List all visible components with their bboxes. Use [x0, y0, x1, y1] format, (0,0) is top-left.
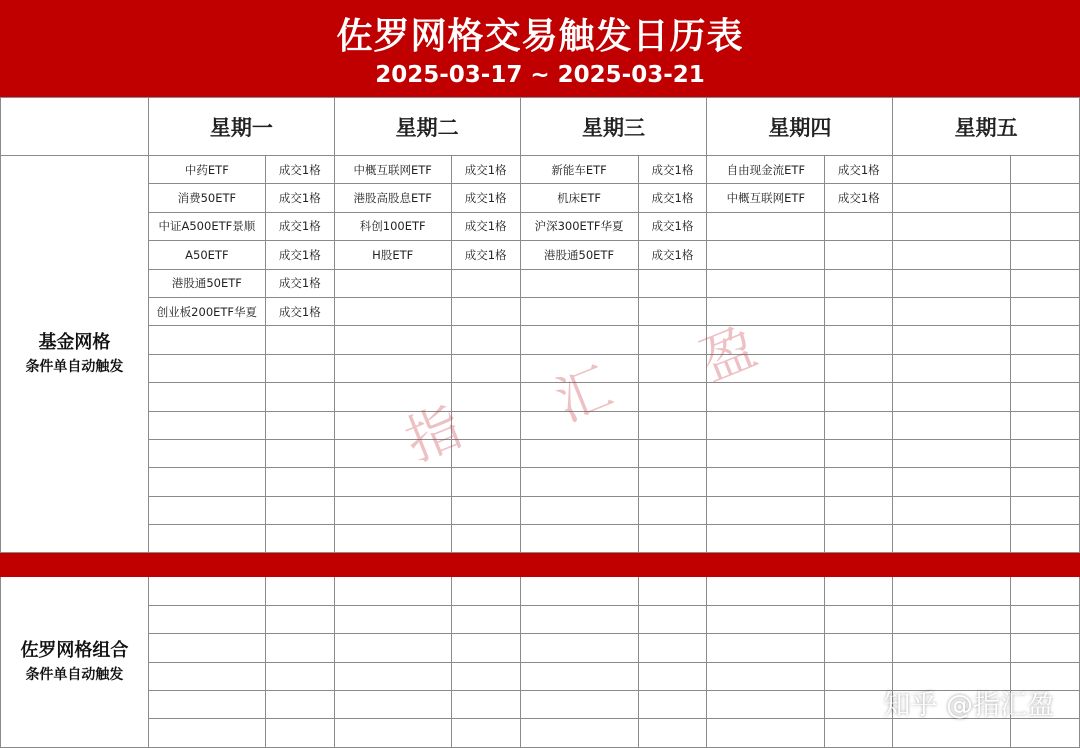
status-cell	[265, 411, 334, 439]
page-title: 佐罗网格交易触发日历表	[336, 16, 744, 57]
fund-cell	[707, 269, 825, 297]
calendar-table	[0, 97, 1080, 748]
status-cell	[1011, 184, 1080, 212]
table-row	[1, 525, 1080, 553]
table-row	[1, 212, 1080, 240]
status-cell	[451, 354, 520, 382]
status-cell	[451, 411, 520, 439]
status-cell	[825, 326, 893, 354]
status-cell: 成交1格	[265, 241, 334, 269]
fund-cell	[893, 468, 1011, 496]
fund-cell	[520, 468, 638, 496]
fund-cell	[148, 577, 265, 605]
status-cell	[451, 719, 520, 747]
fund-cell	[520, 719, 638, 747]
status-cell	[638, 719, 707, 747]
status-cell: 成交1格	[638, 241, 707, 269]
status-cell	[451, 496, 520, 524]
fund-cell	[520, 383, 638, 411]
fund-cell	[707, 719, 825, 747]
watermark-char: 盈	[691, 314, 766, 394]
fund-cell	[148, 383, 265, 411]
fund-cell: 中药ETF	[148, 156, 265, 184]
fund-cell: 机床ETF	[520, 184, 638, 212]
table-row	[1, 468, 1080, 496]
status-cell	[1011, 439, 1080, 467]
status-cell: 成交1格	[265, 156, 334, 184]
fund-cell	[707, 383, 825, 411]
status-cell	[451, 691, 520, 719]
status-cell	[451, 383, 520, 411]
status-cell	[265, 496, 334, 524]
fund-cell	[893, 184, 1011, 212]
status-cell	[638, 691, 707, 719]
status-cell	[1011, 326, 1080, 354]
status-cell	[1011, 241, 1080, 269]
status-cell	[825, 605, 893, 633]
fund-cell: H股ETF	[334, 241, 451, 269]
status-cell	[638, 354, 707, 382]
fund-cell	[707, 241, 825, 269]
status-cell	[825, 577, 893, 605]
fund-cell	[334, 411, 451, 439]
status-cell: 成交1格	[638, 212, 707, 240]
status-cell	[265, 354, 334, 382]
section-name: 佐罗网格组合	[20, 640, 129, 662]
fund-cell	[707, 634, 825, 662]
table-row	[1, 269, 1080, 297]
section-subtitle: 条件单自动触发	[25, 667, 124, 684]
status-cell	[265, 605, 334, 633]
status-cell	[1011, 297, 1080, 325]
status-cell	[825, 269, 893, 297]
fund-cell	[334, 605, 451, 633]
fund-cell	[334, 662, 451, 690]
fund-cell	[893, 496, 1011, 524]
status-cell	[638, 297, 707, 325]
status-cell	[265, 525, 334, 553]
fund-cell	[334, 691, 451, 719]
status-cell	[1011, 525, 1080, 553]
status-cell	[825, 411, 893, 439]
fund-cell	[520, 439, 638, 467]
status-cell	[638, 326, 707, 354]
status-cell	[265, 439, 334, 467]
fund-cell	[148, 496, 265, 524]
status-cell	[451, 297, 520, 325]
fund-cell	[707, 525, 825, 553]
fund-cell	[520, 662, 638, 690]
table-row	[1, 439, 1080, 467]
watermark-char: 汇	[546, 354, 621, 434]
fund-cell	[893, 605, 1011, 633]
fund-cell	[520, 577, 638, 605]
section-name: 基金网格	[38, 332, 111, 354]
table-row	[1, 184, 1080, 212]
day-header: 星期四	[707, 98, 893, 156]
table-row	[1, 297, 1080, 325]
table-row	[1, 411, 1080, 439]
status-cell	[265, 634, 334, 662]
table-row	[1, 496, 1080, 524]
date-range: 2025-03-17 ~ 2025-03-21	[375, 62, 705, 88]
status-cell: 成交1格	[265, 212, 334, 240]
status-cell	[265, 691, 334, 719]
status-cell	[451, 269, 520, 297]
status-cell	[825, 241, 893, 269]
status-cell	[1011, 577, 1080, 605]
section-separator	[1, 553, 1080, 577]
status-cell	[451, 605, 520, 633]
fund-cell	[334, 468, 451, 496]
fund-cell	[707, 662, 825, 690]
fund-cell	[148, 468, 265, 496]
status-cell	[265, 468, 334, 496]
status-cell	[825, 383, 893, 411]
fund-cell	[520, 411, 638, 439]
status-cell	[638, 605, 707, 633]
fund-cell: A50ETF	[148, 241, 265, 269]
fund-cell	[520, 269, 638, 297]
fund-cell	[520, 354, 638, 382]
status-cell: 成交1格	[451, 241, 520, 269]
fund-cell	[707, 605, 825, 633]
fund-cell: 自由现金流ETF	[707, 156, 825, 184]
status-cell	[638, 577, 707, 605]
table-row	[1, 605, 1080, 633]
status-cell: 成交1格	[825, 184, 893, 212]
separator-band	[1, 553, 1080, 577]
status-cell: 成交1格	[265, 184, 334, 212]
fund-cell: 创业板200ETF华夏	[148, 297, 265, 325]
fund-cell	[520, 326, 638, 354]
status-cell: 成交1格	[265, 297, 334, 325]
table-row	[1, 577, 1080, 605]
fund-cell	[707, 354, 825, 382]
status-cell	[1011, 156, 1080, 184]
section-label	[1, 156, 149, 553]
section-label	[1, 577, 149, 747]
fund-cell	[334, 383, 451, 411]
status-cell	[265, 719, 334, 747]
fund-cell	[893, 577, 1011, 605]
status-cell: 成交1格	[265, 269, 334, 297]
fund-cell	[707, 212, 825, 240]
fund-cell	[148, 439, 265, 467]
status-cell	[825, 719, 893, 747]
fund-cell: 港股高股息ETF	[334, 184, 451, 212]
status-cell	[638, 383, 707, 411]
fund-cell	[520, 691, 638, 719]
header-banner	[0, 0, 1080, 97]
table-row	[1, 634, 1080, 662]
fund-cell	[893, 156, 1011, 184]
status-cell: 成交1格	[638, 156, 707, 184]
fund-cell	[334, 439, 451, 467]
fund-cell	[334, 577, 451, 605]
fund-cell	[707, 411, 825, 439]
status-cell	[451, 468, 520, 496]
status-cell	[265, 326, 334, 354]
fund-cell	[334, 634, 451, 662]
fund-cell	[334, 719, 451, 747]
fund-cell: 沪深300ETF华夏	[520, 212, 638, 240]
fund-cell: 中概互联网ETF	[334, 156, 451, 184]
fund-cell	[707, 439, 825, 467]
fund-cell	[334, 269, 451, 297]
status-cell	[825, 354, 893, 382]
fund-cell	[893, 719, 1011, 747]
fund-cell: 中证A500ETF景顺	[148, 212, 265, 240]
status-cell: 成交1格	[638, 184, 707, 212]
status-cell	[1011, 212, 1080, 240]
status-cell	[638, 662, 707, 690]
fund-cell	[148, 326, 265, 354]
status-cell	[638, 411, 707, 439]
fund-cell	[148, 354, 265, 382]
status-cell	[451, 439, 520, 467]
fund-cell	[893, 241, 1011, 269]
status-cell	[1011, 605, 1080, 633]
watermark-char: 指	[396, 394, 471, 474]
status-cell	[825, 525, 893, 553]
fund-cell	[520, 634, 638, 662]
fund-cell: 港股通50ETF	[148, 269, 265, 297]
status-cell	[451, 577, 520, 605]
fund-cell	[520, 525, 638, 553]
fund-cell	[334, 297, 451, 325]
fund-cell	[893, 269, 1011, 297]
table-row	[1, 354, 1080, 382]
table-row	[1, 719, 1080, 747]
fund-cell	[893, 634, 1011, 662]
status-cell	[825, 212, 893, 240]
day-header: 星期二	[334, 98, 520, 156]
fund-cell	[707, 468, 825, 496]
day-header: 星期五	[893, 98, 1080, 156]
status-cell	[265, 577, 334, 605]
fund-cell	[893, 212, 1011, 240]
fund-cell	[334, 326, 451, 354]
fund-cell	[893, 411, 1011, 439]
status-cell	[638, 496, 707, 524]
fund-cell	[520, 496, 638, 524]
section-subtitle: 条件单自动触发	[25, 359, 124, 376]
fund-cell	[893, 439, 1011, 467]
fund-cell	[520, 297, 638, 325]
status-cell: 成交1格	[825, 156, 893, 184]
status-cell	[1011, 354, 1080, 382]
fund-cell	[707, 297, 825, 325]
table-row	[1, 326, 1080, 354]
status-cell	[451, 326, 520, 354]
status-cell	[1011, 634, 1080, 662]
status-cell	[638, 468, 707, 496]
status-cell	[1011, 719, 1080, 747]
status-cell	[265, 383, 334, 411]
fund-cell	[707, 326, 825, 354]
fund-cell: 中概互联网ETF	[707, 184, 825, 212]
table-row	[1, 383, 1080, 411]
status-cell	[825, 496, 893, 524]
fund-cell: 新能车ETF	[520, 156, 638, 184]
fund-cell	[893, 297, 1011, 325]
status-cell	[638, 439, 707, 467]
status-cell	[1011, 496, 1080, 524]
day-header: 星期三	[520, 98, 707, 156]
status-cell	[825, 634, 893, 662]
fund-cell: 消费50ETF	[148, 184, 265, 212]
fund-cell	[334, 496, 451, 524]
status-cell	[638, 634, 707, 662]
day-header-row	[1, 98, 1080, 156]
status-cell	[825, 439, 893, 467]
fund-cell	[893, 383, 1011, 411]
status-cell	[1011, 411, 1080, 439]
status-cell	[1011, 269, 1080, 297]
status-cell	[451, 662, 520, 690]
fund-cell	[148, 662, 265, 690]
fund-cell	[707, 577, 825, 605]
fund-cell	[520, 605, 638, 633]
day-header: 星期一	[148, 98, 334, 156]
status-cell: 成交1格	[451, 212, 520, 240]
status-cell: 成交1格	[451, 156, 520, 184]
fund-cell	[334, 525, 451, 553]
status-cell	[825, 468, 893, 496]
fund-cell	[707, 691, 825, 719]
fund-cell	[893, 326, 1011, 354]
status-cell	[638, 525, 707, 553]
status-cell	[1011, 468, 1080, 496]
status-cell	[825, 297, 893, 325]
fund-cell	[148, 634, 265, 662]
status-cell	[451, 525, 520, 553]
fund-cell	[893, 525, 1011, 553]
corner-cell	[1, 98, 149, 156]
status-cell	[638, 269, 707, 297]
table-row	[1, 156, 1080, 184]
fund-cell	[893, 354, 1011, 382]
fund-cell	[148, 605, 265, 633]
fund-cell	[148, 691, 265, 719]
status-cell	[1011, 383, 1080, 411]
source-credit: 知乎 @指汇盈	[883, 690, 1054, 721]
fund-cell	[148, 525, 265, 553]
fund-cell	[148, 411, 265, 439]
fund-cell	[707, 496, 825, 524]
status-cell	[265, 662, 334, 690]
status-cell	[451, 634, 520, 662]
fund-cell: 科创100ETF	[334, 212, 451, 240]
status-cell: 成交1格	[451, 184, 520, 212]
table-row	[1, 241, 1080, 269]
fund-cell: 港股通50ETF	[520, 241, 638, 269]
fund-cell	[148, 719, 265, 747]
fund-cell	[334, 354, 451, 382]
